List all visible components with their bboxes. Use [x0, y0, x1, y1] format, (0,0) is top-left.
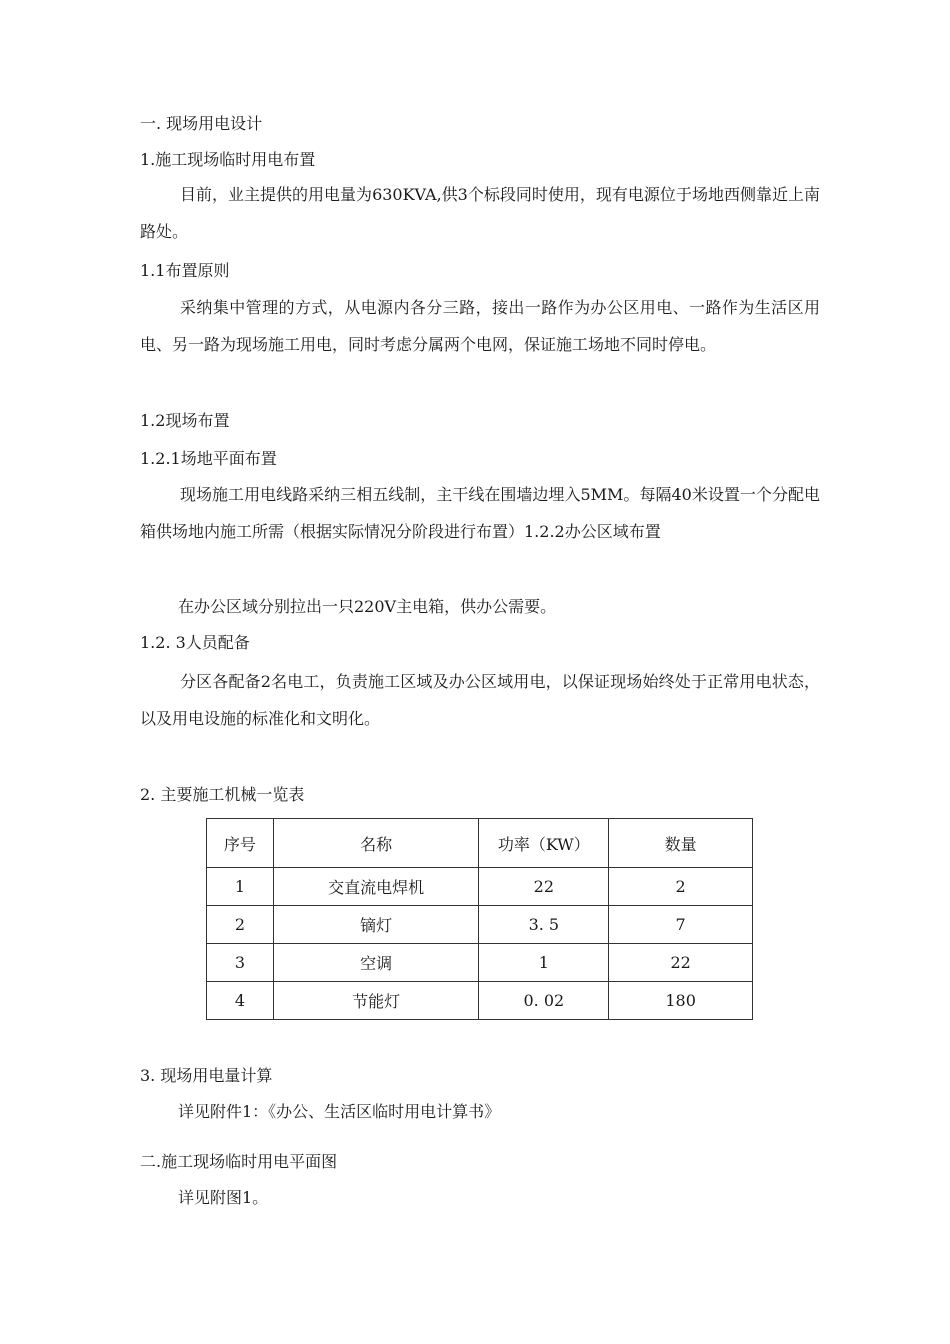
table-cell: 空调 — [273, 944, 479, 982]
table-cell: 3. 5 — [479, 906, 609, 944]
table-cell: 2 — [609, 868, 753, 906]
table-row — [207, 906, 753, 944]
table-cell: 节能灯 — [273, 982, 479, 1020]
table-cell: 2 — [207, 906, 274, 944]
table-cell: 1 — [479, 944, 609, 982]
subsection-heading-1-2: 1.2现场布置 — [140, 411, 230, 430]
table-header-row — [207, 819, 753, 868]
paragraph-plan-reference: 详见附图1。 — [178, 1188, 269, 1207]
table-row — [207, 982, 753, 1020]
table-header-cell: 功率（KW） — [479, 819, 609, 868]
section-heading-2: 2. 主要施工机械一览表 — [140, 785, 305, 804]
paragraph-office-area: 在办公区域分别拉出一只220V主电箱，供办公需要。 — [178, 597, 557, 616]
paragraph-calculation-reference: 详见附件1：《办公、生活区临时用电计算书》 — [178, 1102, 501, 1121]
table-cell: 交直流电焊机 — [273, 868, 479, 906]
subsection-heading-1-2-1: 1.2.1场地平面布置 — [140, 449, 277, 468]
table-cell: 180 — [609, 982, 753, 1020]
table-header-cell: 数量 — [609, 819, 753, 868]
part-heading-2: 二.施工现场临时用电平面图 — [140, 1152, 338, 1171]
table-cell: 22 — [609, 944, 753, 982]
table-cell: 0. 02 — [479, 982, 609, 1020]
section-heading-1: 一. 现场用电设计 — [140, 114, 263, 133]
table-row — [207, 868, 753, 906]
paragraph-power-supply: 目前，业主提供的用电量为630KVA,供3个标段同时使用，现有电源位于场地西侧靠近上南路处。 — [140, 185, 820, 241]
paragraph-site-layout: 现场施工用电线路采纳三相五线制，主干线在围墙边埋入5MM。每隔40米设置一个分配电箱供场地内施工所需（根据实际情况分阶段进行布置）1.2.2办公区域布置 — [140, 485, 820, 541]
table-cell: 4 — [207, 982, 274, 1020]
table-row — [207, 944, 753, 982]
table-cell: 1 — [207, 868, 274, 906]
table-cell: 镝灯 — [273, 906, 479, 944]
section-heading-3: 3. 现场用电量计算 — [140, 1066, 273, 1085]
subsection-heading-1-1: 1.1布置原则 — [140, 261, 230, 280]
paragraph-staffing: 分区各配备2名电工，负责施工区域及办公区域用电，以保证现场始终处于正常用电状态，以及用电设施的标准化和文明化。 — [140, 672, 820, 728]
table-cell: 7 — [609, 906, 753, 944]
table-cell: 3 — [207, 944, 274, 982]
subsection-heading-1: 1.施工现场临时用电布置 — [140, 150, 316, 169]
subsection-heading-1-2-3: 1.2. 3人员配备 — [140, 633, 250, 652]
table-header-cell: 序号 — [207, 819, 274, 868]
table-header-cell: 名称 — [273, 819, 479, 868]
equipment-table — [206, 818, 753, 1020]
table-cell: 22 — [479, 868, 609, 906]
paragraph-layout-principle: 采纳集中管理的方式，从电源内各分三路，接出一路作为办公区用电、一路作为生活区用电、另一路为现场施工用电，同时考虑分属两个电网，保证施工场地不同时停电。 — [140, 298, 820, 354]
